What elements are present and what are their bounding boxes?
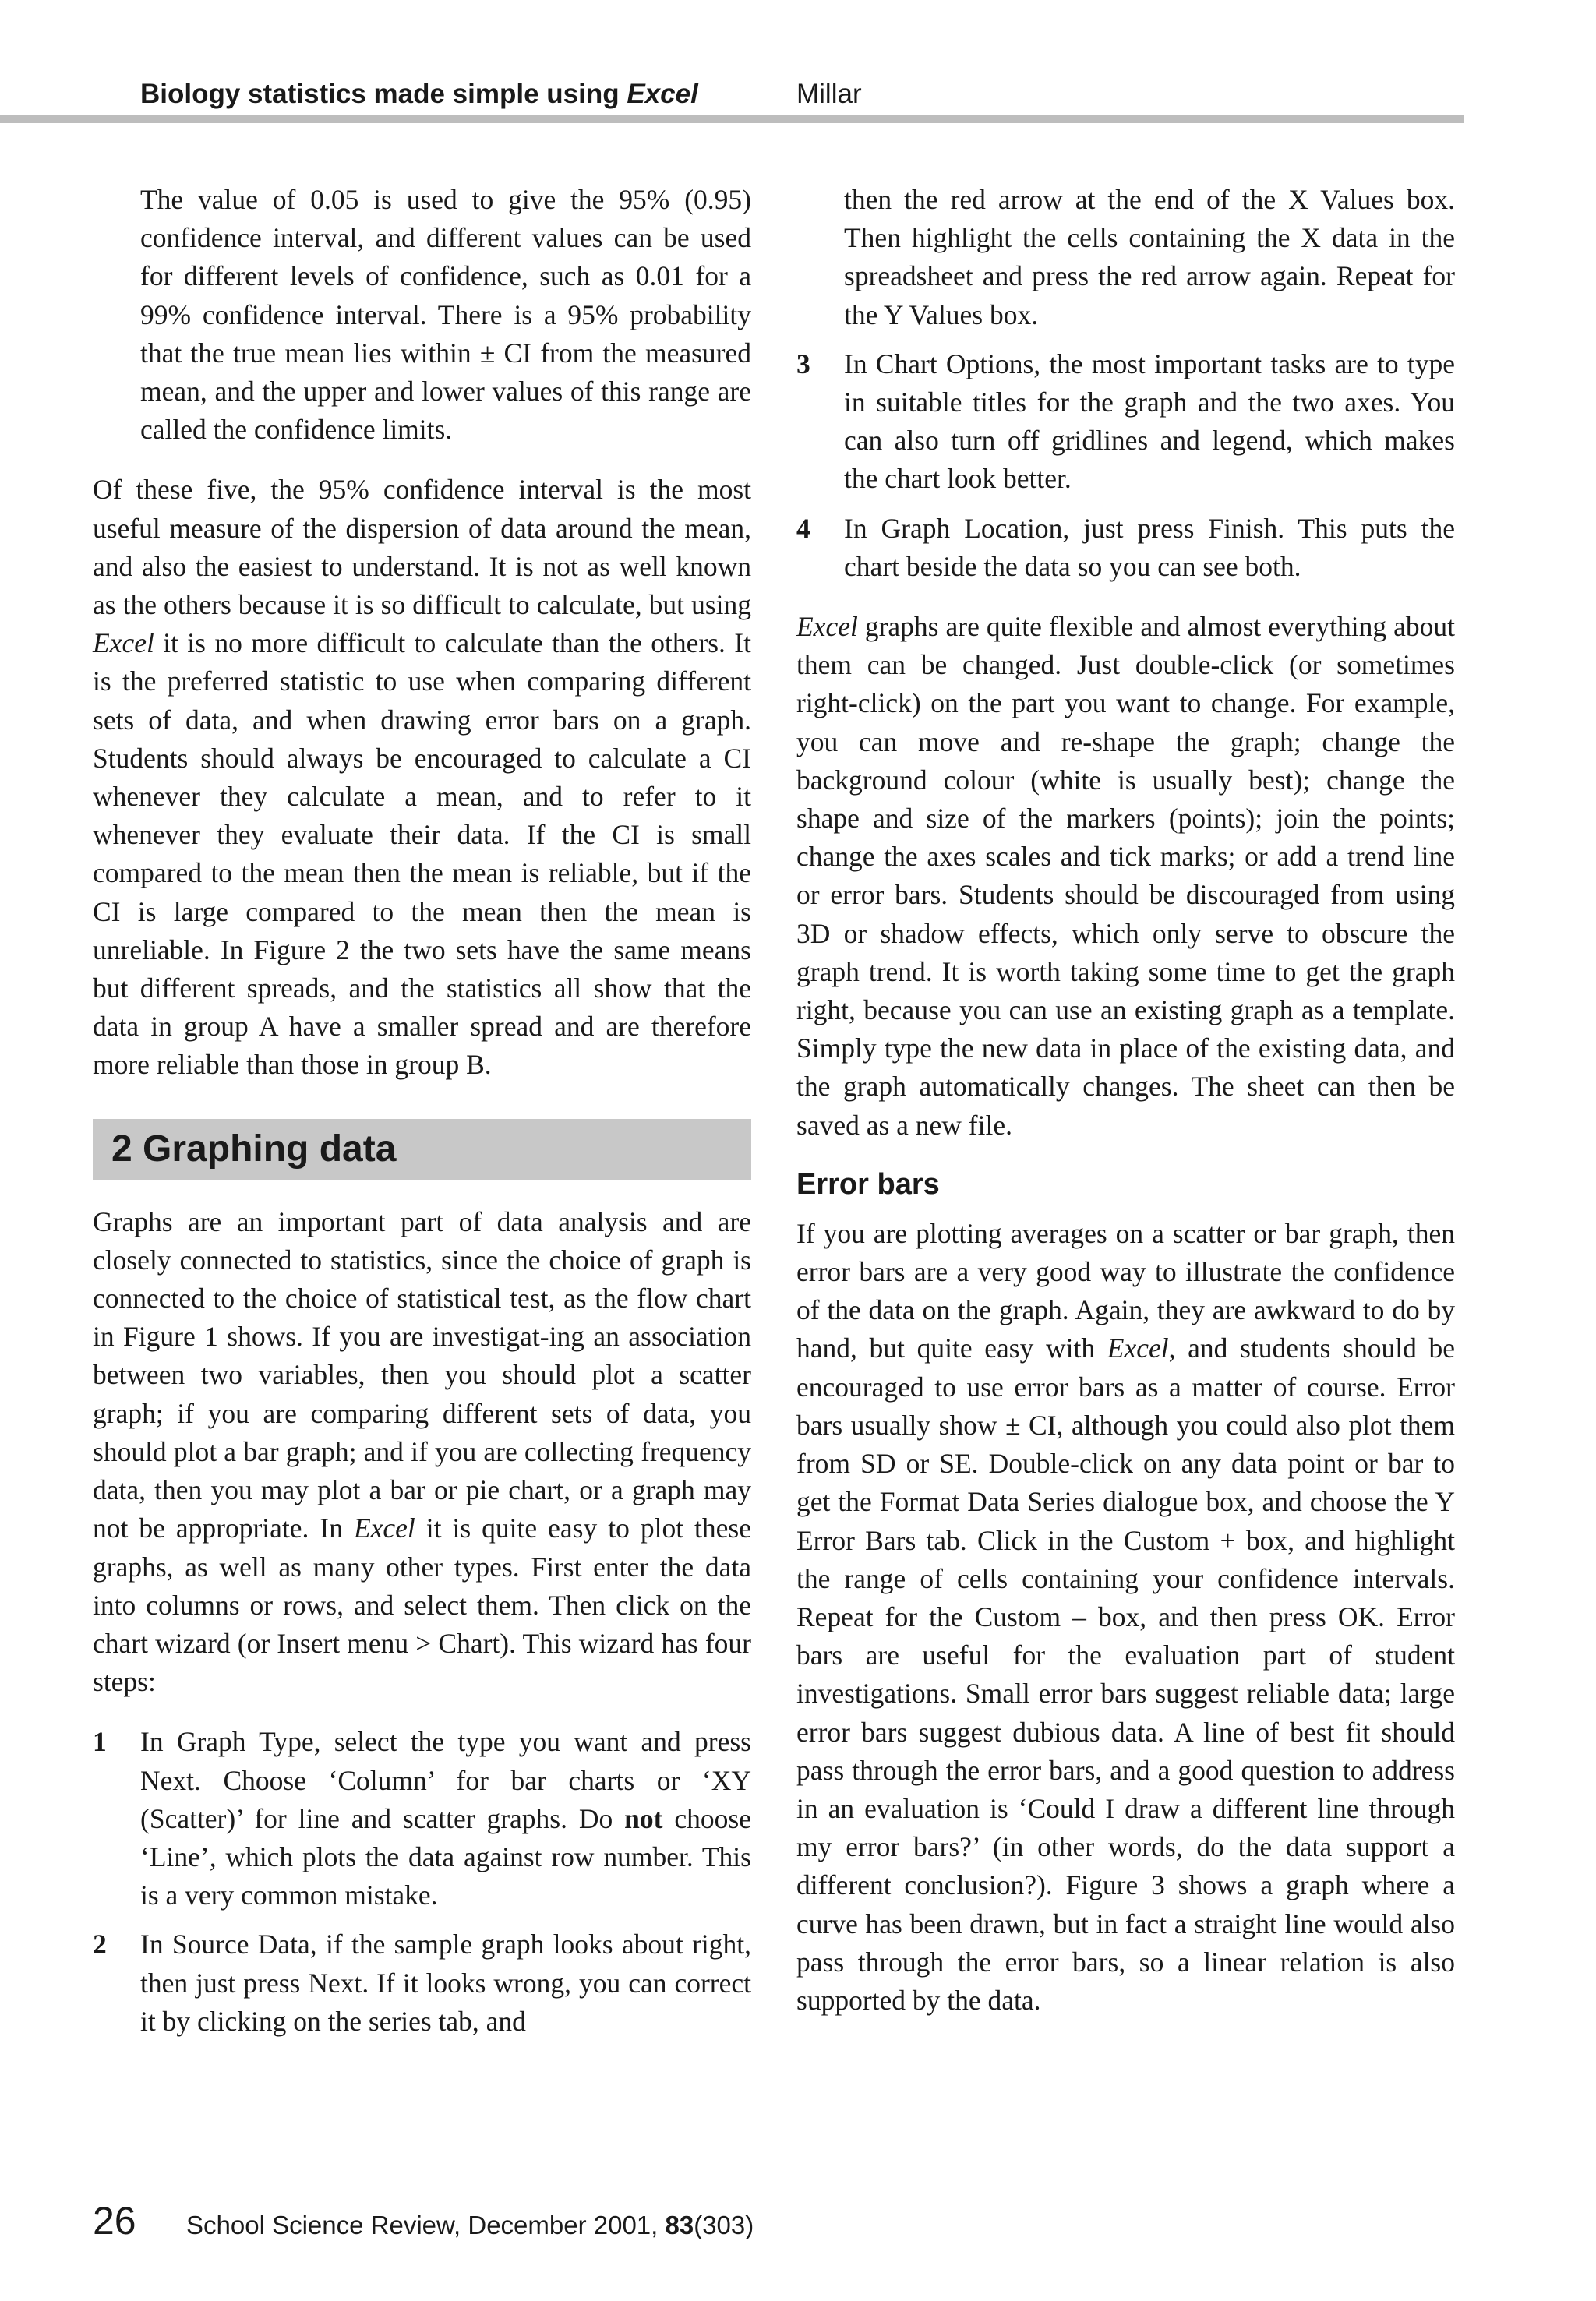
header-title: Biology statistics made simple using Excel xyxy=(140,79,698,109)
header-title-italic: Excel xyxy=(627,79,698,109)
list-item-step-2 xyxy=(93,1925,751,2041)
dispersion-summary-paragraph: Of these five, the 95% confidence interval is the most useful measure of the dispersion of data around the mean, and also the easiest to understand. It is not as well known as the others because it is so difficult to calculate, but using Excel it is no more difficult to calculate than the others. It is the preferred statistic to use when comparing different sets of data, and when drawing error bars on a graph. Students should always be encouraged to calculate a CI whenever they calculate a mean, and to refer to it whenever they evaluate their data. If the CI is small compared to the mean then the mean is reliable, but if the CI is large compared to the mean then the mean is unreliable. In Figure 2 the two sets have the same means but different spreads, and the statistics all show that the data in group A have a smaller spread and are therefore more reliable than those in group B. xyxy=(93,474,751,1081)
wizard-steps-list xyxy=(93,1723,751,2041)
list-item-step-3 xyxy=(796,345,1455,499)
error-bars-paragraph: If you are plotting averages on a scatter or bar graph, then error bars are a very good way to illustrate the confidence of the data on the graph. Again, they are awkward to do by hand, but quite easy with Excel, and students should be encouraged to use error bars as a matter of course. Error bars usually show ± CI, although you could also plot them from SD or SE. Double-click on any data point or bar to get the Format Data Series dialogue box, and choose the Y Error Bars tab. Click in the Custom + box, and highlight the range of cells containing your confidence intervals. Repeat for the Custom – box, and then press OK. Error bars are useful for the evaluation part of student investigations. Small error bars suggest reliable data; large error bars suggest dubious data. A line of best fit should pass through the error bars, and a good question to address in an evaluation is ‘Could I draw a different line through my error bars?’ (in other words, do the data support a different conclusion?). Figure 3 shows a graph where a curve has been drawn, but in fact a straight line would also pass through the error bars, so a linear relation is also supported by the data. xyxy=(796,1217,1455,2016)
subheading-error-bars: Error bars xyxy=(796,1167,940,1201)
step-2-continuation: then the red arrow at the end of the X Values box. Then highlight the cells containing the X data in the spreadsheet and press the red arrow again. Repeat for the Y Values box. xyxy=(844,184,1455,330)
step-number: 1 xyxy=(93,1726,107,1758)
step-number: 2 xyxy=(93,1929,107,1960)
journal-citation: School Science Review, December 2001, 83(303) xyxy=(186,2211,754,2239)
step-text: In Source Data, if the sample graph looks about right, then just press Next. If it looks wrong, you can correct it by clicking on the series tab, and xyxy=(140,1929,751,2037)
step-text: In Graph Type, select the type you want and press Next. Choose ‘Column’ for bar charts or ‘XY (Scatter)’ for line and scatter graphs. Do not choose ‘Line’, which plots the data against row number. This is a very common mistake. xyxy=(140,1726,751,1911)
graphing-intro-paragraph: Graphs are an important part of data analysis and are closely connected to statistics, since the choice of graph is connected to the choice of statistical test, as the flow chart in Figure 1 shows. If you are investigat-ing an association between two variables, then you should plot a scatter graph; if you are comparing different sets of data, you should plot a bar graph; and if you are collecting frequency data, then you may plot a bar or pie chart, or a graph may not be appropriate. In Excel it is quite easy to plot these graphs, as well as many other types. First enter the data into columns or rows, and select them. Then click on the chart wizard (or Insert menu > Chart). This wizard has four steps: xyxy=(93,1205,751,1698)
header-author: Millar xyxy=(796,79,862,109)
left-column xyxy=(93,181,751,2041)
list-item-step-4 xyxy=(796,510,1455,586)
running-header xyxy=(140,75,862,114)
header-rule xyxy=(0,115,1464,123)
list-item-step-1 xyxy=(93,1723,751,1915)
page-footer xyxy=(93,2197,754,2249)
graph-flexibility-paragraph: Excel graphs are quite flexible and almost everything about them can be changed. Just double-click (or sometimes right-click) on the part you want to change. For example, you can move and re-shape the graph; change the background colour (white is usually best); change the shape and size of the markers (points); join the points; change the axes scales and tick marks; or add a trend line or error bars. Students should be discouraged from using 3D or shadow effects, which only serve to obscure the graph trend. It is worth taking some time to get the graph right, because you can use an existing graph as a template. Simply type the new data in place of the existing data, and the graph automatically changes. The sheet can then be saved as a new file. xyxy=(796,611,1455,1141)
step-text: In Chart Options, the most important tasks are to type in suitable titles for the graph and the two axes. You can also turn off gridlines and legend, which makes the chart look better. xyxy=(844,348,1455,495)
section-heading-graphing-data: 2 Graphing data xyxy=(93,1119,751,1180)
step-number: 4 xyxy=(796,512,810,544)
confidence-interval-paragraph: The value of 0.05 is used to give the 95% (0.95) confidence interval, and different values can be used for different levels of confidence, such as 0.01 for a 99% confidence interval. There is a 95% probability that the true mean lies within ± CI from the measured mean, and the upper and lower values of this range are called the confidence limits. xyxy=(140,184,751,446)
step-text: In Graph Location, just press Finish. This puts the chart beside the data so you can see both. xyxy=(844,512,1455,582)
right-column xyxy=(796,181,1455,2020)
step-number: 3 xyxy=(796,348,810,379)
page-number: 26 xyxy=(93,2199,136,2243)
wizard-steps-list-continued xyxy=(796,345,1455,586)
